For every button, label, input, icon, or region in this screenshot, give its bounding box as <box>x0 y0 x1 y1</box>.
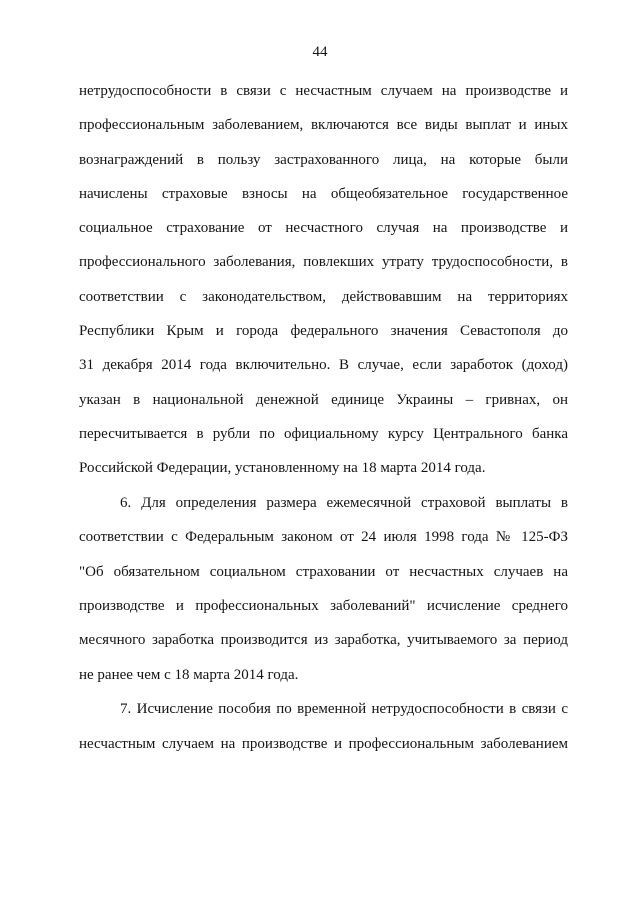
paragraph-7 <box>79 692 568 761</box>
text-line: 31 декабря 2014 года включительно. В случае, если заработок (доход) <box>79 357 568 374</box>
text-line: профессионального заболевания, повлекших утрату трудоспособности, в <box>79 254 568 271</box>
text-line: "Об обязательном социальном страховании от несчастных случаев на <box>79 563 568 580</box>
text-line: нетрудоспособности в связи с несчастным случаем на производстве и <box>79 83 568 99</box>
text-line: указан в национальной денежной единице Украины – гривнах, он <box>79 391 568 408</box>
paragraph-continuation <box>79 74 568 486</box>
text-line: вознаграждений в пользу застрахованного лица, на которые были <box>79 151 568 168</box>
text-line: социальное страхование от несчастного случая на производстве и <box>79 220 568 237</box>
paragraph-6 <box>79 486 568 692</box>
text-line: 6. Для определения размера ежемесячной страховой выплаты в <box>120 495 568 512</box>
text-line: профессиональным заболеванием, включаются все виды выплат и иных <box>79 117 568 134</box>
text-line: соответствии с законодательством, действовавшим на территориях <box>79 288 568 305</box>
text-line: начислены страховые взносы на общеобязательное государственное <box>79 185 568 202</box>
text-line: соответствии с Федеральным законом от 24 июля 1998 года № 125-ФЗ <box>79 529 568 546</box>
page-number: 44 <box>312 44 328 60</box>
text-line: производстве и профессиональных заболеваний" исчисление среднего <box>79 597 568 614</box>
text-line: 7. Исчисление пособия по временной нетрудоспособности в связи с <box>120 701 568 718</box>
text-line: пересчитывается в рубли по официальному курсу Центрального банка <box>79 425 568 442</box>
text-line: несчастным случаем на производстве и профессиональным заболеванием <box>79 735 568 752</box>
text-line: Российской Федерации, установленному на 18 марта 2014 года. <box>79 460 486 477</box>
text-line: Республики Крым и города федерального значения Севастополя до <box>79 323 568 340</box>
text-line: месячного заработка производится из заработка, учитываемого за период <box>79 632 568 649</box>
text-line: не ранее чем с 18 марта 2014 года. <box>79 666 299 683</box>
document-body <box>79 74 568 761</box>
